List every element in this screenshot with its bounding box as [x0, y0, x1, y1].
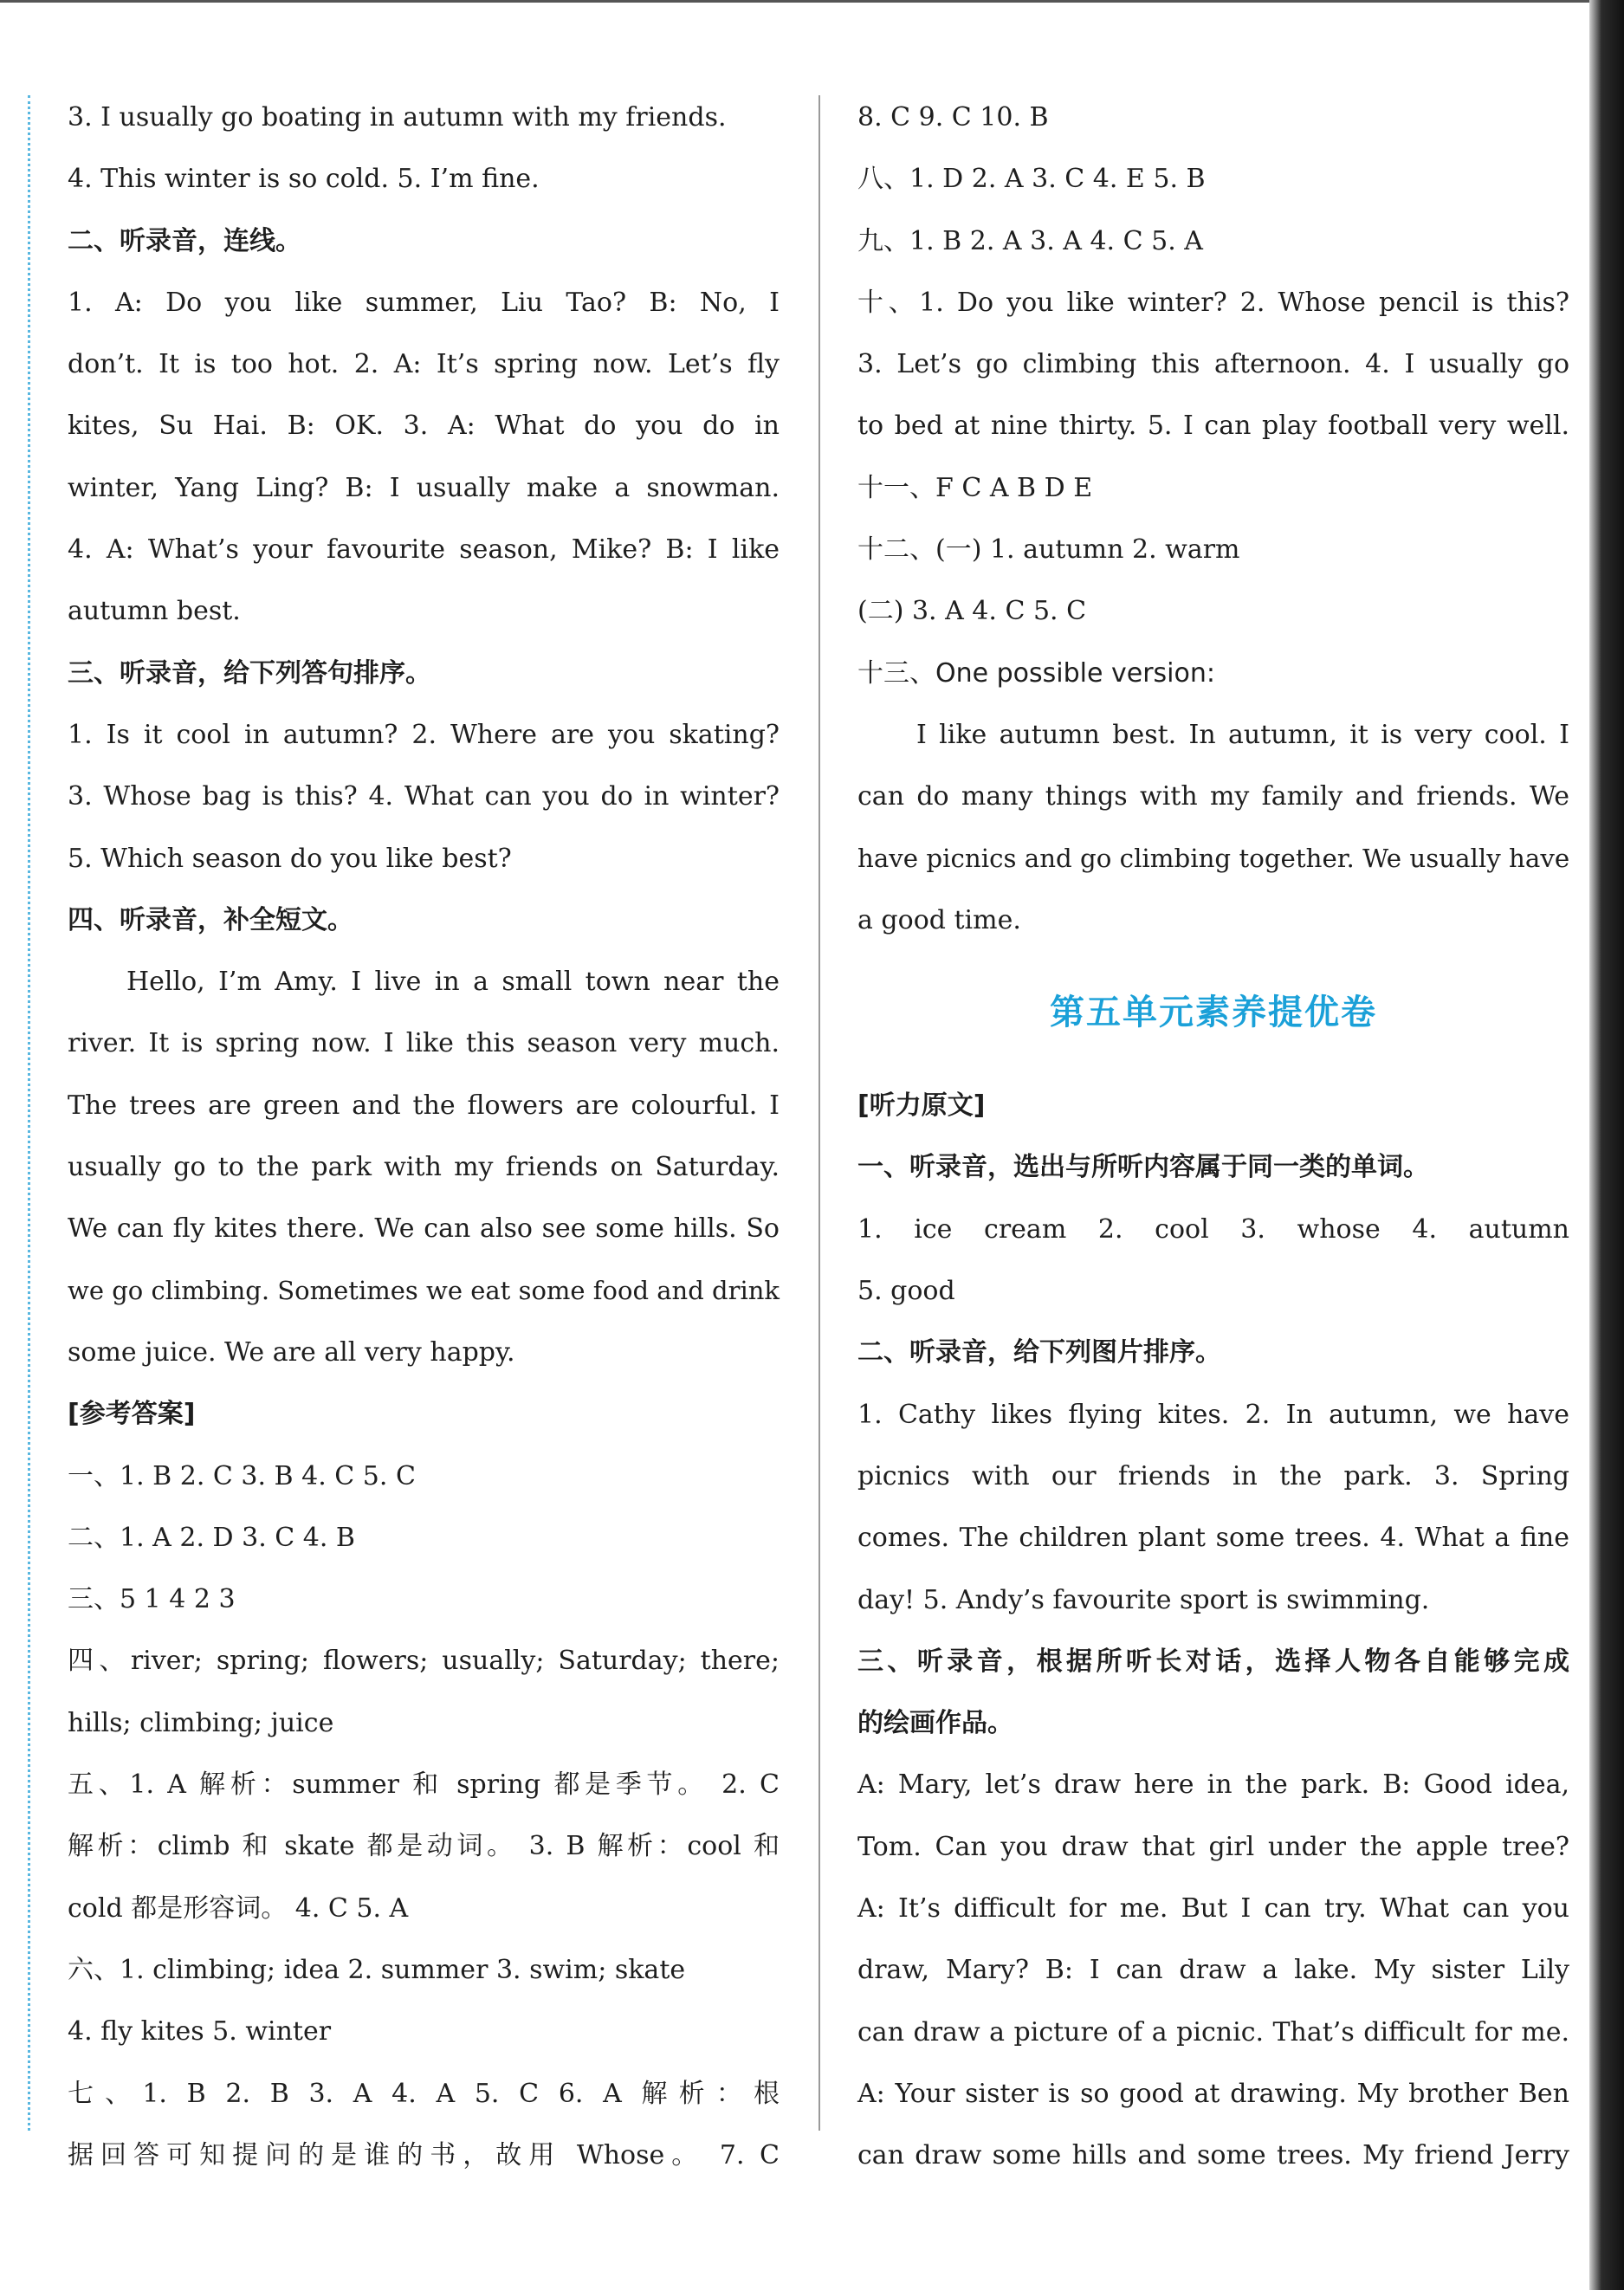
margin-dotted-rule — [28, 95, 30, 2131]
answer-key-heading: [参考答案] — [68, 1399, 196, 1430]
text-line: 1. Cathy likes flying kites. 2. In autumn, we have — [857, 1399, 1569, 1430]
passage-line: some juice. We are all very happy. — [68, 1336, 515, 1368]
essay-line: can do many things with my family and friends. We — [857, 781, 1569, 812]
essay-line: have picnics and go climbing together. We usually have — [857, 843, 1570, 873]
dialogue-line: can draw a picture of a picnic. That’s difficult for me. — [857, 2016, 1569, 2047]
left-column — [68, 87, 780, 2186]
answer-line: 8. C 9. C 10. B — [857, 102, 1049, 133]
answer-line: 三、5 1 4 2 3 — [68, 1584, 236, 1615]
answer-line: to bed at nine thirty. 5. I can play football very well. — [857, 411, 1569, 442]
answer-line: 一、1. B 2. C 3. B 4. C 5. C — [68, 1460, 416, 1491]
answer-line: 4. fly kites 5. winter — [68, 2016, 332, 2047]
passage-line: river. It is spring now. I like this season very much. — [68, 1028, 780, 1059]
essay-line: a good time. — [857, 904, 1021, 935]
section-heading: 三、听录音，根据所听长对话，选择人物各自能够完成 — [857, 1646, 1569, 1677]
right-column — [857, 87, 1569, 2187]
section-heading: 三、听录音，给下列答句排序。 — [68, 657, 431, 689]
answer-line: 据回答可知提问的是谁的书，故用 Whose。 7. C — [68, 2139, 780, 2170]
answer-line: 七、1. B 2. B 3. A 4. A 5. C 6. A 解析：根 — [68, 2078, 780, 2109]
passage-line: usually go to the park with my friends on Saturday. — [68, 1152, 780, 1183]
text-line: 3. Whose bag is this? 4. What can you do in winter? — [68, 781, 780, 812]
text-line: picnics with our friends in the park. 3. Spring — [857, 1460, 1569, 1491]
text-line: 1. A: Do you like summer, Liu Tao? B: No, I — [68, 287, 780, 318]
answer-line: cold 都是形容词。 4. C 5. A — [68, 1892, 409, 1924]
answer-line: 3. Let’s go climbing this afternoon. 4. I usually go — [857, 349, 1569, 380]
text-line: kites, Su Hai. B: OK. 3. A: What do you do in — [68, 411, 780, 442]
text-line: 5. Which season do you like best? — [68, 843, 512, 874]
passage-line: We can fly kites there. We can also see some hills. So — [68, 1213, 780, 1245]
unit-title-row — [857, 951, 1569, 1075]
answer-line: 解析：climb 和 skate 都是动词。 3. B 解析：cool 和 — [68, 1831, 780, 1862]
page-top-edge — [0, 0, 1624, 3]
essay-line: I like autumn best. In autumn, it is very cool. I — [916, 719, 1569, 750]
answer-line: 五、1. A 解析：summer 和 spring 都是季节。 2. C — [68, 1769, 780, 1801]
dialogue-line: Tom. Can you draw that girl under the apple tree? — [857, 1831, 1569, 1862]
answer-line: 四、river; spring; flowers; usually; Saturday; there; — [68, 1646, 780, 1677]
answer-line: 十三、One possible version: — [857, 657, 1215, 689]
passage-line: The trees are green and the flowers are colourful. I — [68, 1090, 780, 1121]
text-line: day! 5. Andy’s favourite sport is swimming. — [857, 1584, 1430, 1615]
section-heading: 二、听录音，给下列图片排序。 — [857, 1337, 1221, 1368]
answer-line: 二、1. A 2. D 3. C 4. B — [68, 1522, 355, 1553]
answer-line: 十二、(一) 1. autumn 2. warm — [857, 534, 1240, 566]
passage-line: we go climbing. Sometimes we eat some food and drink — [68, 1275, 780, 1305]
column-divider — [818, 95, 820, 2131]
dialogue-line: A: Mary, let’s draw here in the park. B: Good idea, — [857, 1769, 1569, 1801]
answer-line: 九、1. B 2. A 3. A 4. C 5. A — [857, 225, 1203, 256]
text-line: 1. ice cream 2. cool 3. whose 4. autumn — [857, 1213, 1569, 1245]
section-heading: 一、听录音，选出与所听内容属于同一类的单词。 — [857, 1152, 1429, 1183]
text-line: don’t. It is too hot. 2. A: It’s spring now. Let’s fly — [68, 349, 780, 380]
scan-shadow-edge — [1589, 0, 1624, 2290]
text-line: autumn best. — [68, 596, 241, 627]
text-line: 5. good — [857, 1276, 955, 1307]
passage-line: Hello, I’m Amy. I live in a small town near the — [126, 967, 780, 998]
answer-line: 十一、F C A B D E — [857, 472, 1093, 503]
text-line: 3. I usually go boating in autumn with my friends. — [68, 102, 727, 133]
dialogue-line: draw, Mary? B: I can draw a lake. My sister Lily — [857, 1955, 1569, 1986]
text-line: comes. The children plant some trees. 4. What a fine — [857, 1523, 1569, 1554]
dialogue-line: can draw some hills and some trees. My friend Jerry — [857, 2140, 1569, 2171]
text-line: 4. A: What’s your favourite season, Mike? B: I like — [68, 534, 780, 566]
answer-line: 八、1. D 2. A 3. C 4. E 5. B — [857, 164, 1206, 195]
text-line: 4. This winter is so cold. 5. I’m fine. — [68, 164, 540, 195]
dialogue-line: A: Your sister is so good at drawing. My brother Ben — [857, 2078, 1569, 2109]
text-line: 1. Is it cool in autumn? 2. Where are you skating? — [68, 719, 780, 750]
section-heading: 四、听录音，补全短文。 — [68, 904, 353, 935]
unit-title: 第五单元素养提优卷 — [1050, 993, 1377, 1033]
section-heading: 二、听录音，连线。 — [68, 225, 301, 256]
answer-line: 十、1. Do you like winter? 2. Whose pencil is this? — [857, 287, 1569, 318]
answer-line: hills; climbing; juice — [68, 1707, 334, 1738]
answer-line: 六、1. climbing; idea 2. summer 3. swim; skate — [68, 1954, 686, 1985]
listening-script-heading: [听力原文] — [857, 1090, 986, 1122]
text-line: winter, Yang Ling? B: I usually make a snowman. — [68, 472, 780, 503]
dialogue-line: A: It’s difficult for me. But I can try. What can you — [857, 1893, 1569, 1925]
section-heading: 的绘画作品。 — [857, 1708, 1013, 1739]
answer-line: (二) 3. A 4. C 5. C — [857, 596, 1087, 627]
